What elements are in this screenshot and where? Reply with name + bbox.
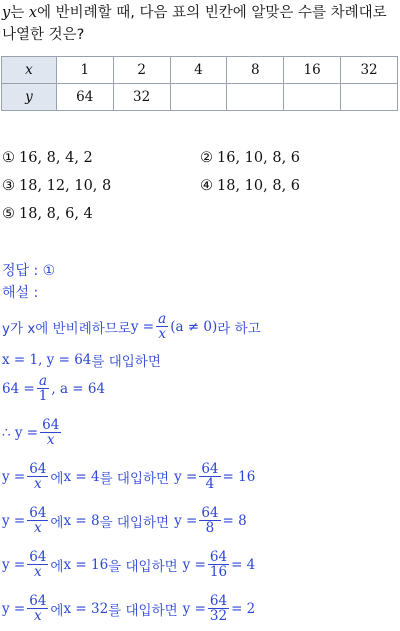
solution-step-4 (2, 418, 63, 447)
table-row-x (2, 57, 398, 84)
value-table (1, 56, 398, 111)
fraction-numerator: a (39, 373, 48, 389)
fraction (27, 594, 48, 623)
fraction-denominator: 32 (209, 608, 228, 625)
fraction-denominator: 1 (38, 388, 48, 405)
table-cell-blank (170, 84, 227, 111)
table-cell-blank (284, 84, 341, 111)
var-x: x (28, 5, 38, 21)
fraction-denominator: x (158, 326, 166, 343)
fraction-numerator: 64 (29, 505, 47, 521)
solution-step-2 (2, 350, 161, 370)
fraction (37, 374, 50, 403)
fraction (199, 506, 220, 535)
math-expr: y = (182, 600, 206, 617)
fraction (27, 550, 48, 579)
fraction (156, 312, 168, 341)
table-row-y (2, 84, 398, 111)
choice-text: 18, 8, 6, 4 (19, 206, 93, 222)
question-text (2, 2, 398, 46)
math-expr: x = 1, y = 64 (2, 352, 92, 368)
table-cell: 2 (113, 57, 170, 84)
step-text: 를 대입하면 (91, 354, 161, 370)
math-expr: , a = 64 (51, 380, 106, 397)
step-text: y가 x에 반비례하므로 (2, 320, 131, 337)
math-expr: y = (130, 318, 155, 335)
math-expr: y = (2, 468, 26, 485)
math-expr: (a ≠ 0) (170, 318, 218, 335)
choice-1[interactable] (2, 150, 93, 166)
substitution-row-4 (2, 594, 255, 623)
math-expr: y = (2, 556, 26, 573)
substitution-row-1 (2, 462, 255, 491)
choice-4[interactable] (200, 178, 300, 194)
step-text: 에 (50, 558, 64, 575)
table-cell-blank (341, 84, 398, 111)
fraction-numerator: 64 (42, 417, 60, 433)
fraction-denominator: x (34, 476, 42, 493)
math-expr: y = (174, 468, 198, 485)
table-cell: 16 (284, 57, 341, 84)
fraction-numerator: 64 (29, 549, 47, 565)
fraction (40, 418, 61, 447)
fraction-numerator: 64 (209, 549, 228, 565)
var-y: y (2, 5, 11, 21)
math-expr: x = 8 (63, 512, 100, 529)
table-cell: 32 (341, 57, 398, 84)
fraction (27, 462, 48, 491)
step-text: 을 대입하면 (99, 514, 170, 531)
choice-5[interactable] (2, 206, 93, 222)
step-text: 을 대입하면 (108, 558, 178, 575)
fraction-denominator: 8 (205, 520, 215, 537)
fraction-numerator: 64 (201, 505, 219, 521)
step-text: 라 하고 (217, 320, 261, 337)
choice-text: 18, 12, 10, 8 (19, 178, 112, 194)
math-expr: y = (2, 600, 26, 617)
math-result: = 4 (231, 556, 256, 573)
question-part1: 는 (10, 5, 29, 21)
fraction-denominator: 4 (205, 476, 215, 493)
math-expr: x = 16 (63, 556, 109, 573)
math-expr: y = (2, 512, 26, 529)
choice-mark: ④ (200, 178, 213, 194)
math-expr: x = 4 (63, 468, 100, 485)
table-cell: 8 (227, 57, 284, 84)
step-text: 를 대입하면 (99, 470, 170, 487)
math-result: = 2 (231, 600, 256, 617)
solution-step-3 (2, 374, 105, 403)
math-expr: 64 = (2, 380, 35, 397)
substitution-row-3 (2, 550, 255, 579)
row-label-x: x (2, 57, 57, 84)
fraction (199, 462, 220, 491)
fraction-numerator: 64 (201, 461, 219, 477)
question-part2: 에 반비례할 때, 다음 표의 빈칸에 알맞은 수를 차례대로 나열한 것은? (2, 5, 387, 43)
choice-mark: ① (2, 150, 15, 166)
table-cell: 64 (56, 84, 113, 111)
math-expr: ∴ y = (2, 424, 39, 441)
fraction (208, 594, 229, 623)
choice-text: 18, 10, 8, 6 (217, 178, 301, 194)
choice-mark: ② (200, 150, 213, 166)
table-cell: 1 (56, 57, 113, 84)
step-text: 에 (50, 602, 64, 619)
step-text: 를 대입하면 (108, 602, 178, 619)
choice-text: 16, 8, 4, 2 (19, 150, 93, 166)
table-cell: 4 (170, 57, 227, 84)
math-expr: x = 32 (63, 600, 109, 617)
math-expr: y = (182, 556, 206, 573)
choice-text: 16, 10, 8, 6 (217, 150, 301, 166)
fraction (27, 506, 48, 535)
fraction-numerator: 64 (209, 593, 228, 609)
fraction-numerator: 64 (29, 593, 47, 609)
fraction-numerator: 64 (29, 461, 47, 477)
choice-mark: ③ (2, 178, 15, 194)
math-result: = 16 (222, 468, 256, 485)
table-cell-blank (227, 84, 284, 111)
explanation-label: 해설 : (2, 285, 39, 301)
fraction-denominator: x (34, 608, 42, 625)
math-expr: y = (174, 512, 198, 529)
step-text: 에 (50, 470, 64, 487)
choice-2[interactable] (200, 150, 300, 166)
choice-3[interactable] (2, 178, 111, 194)
solution-step-1 (2, 312, 261, 341)
choice-mark: ⑤ (2, 206, 15, 222)
fraction (208, 550, 229, 579)
fraction-numerator: a (158, 311, 167, 327)
fraction-denominator: 16 (209, 564, 228, 581)
row-label-y: y (2, 84, 57, 111)
math-result: = 8 (222, 512, 247, 529)
step-text: 에 (50, 514, 64, 531)
fraction-denominator: x (34, 520, 42, 537)
table-cell: 32 (113, 84, 170, 111)
substitution-row-2 (2, 506, 247, 535)
fraction-denominator: x (34, 564, 42, 581)
answer-label: 정답 : ① (2, 263, 56, 279)
fraction-denominator: x (46, 432, 55, 449)
